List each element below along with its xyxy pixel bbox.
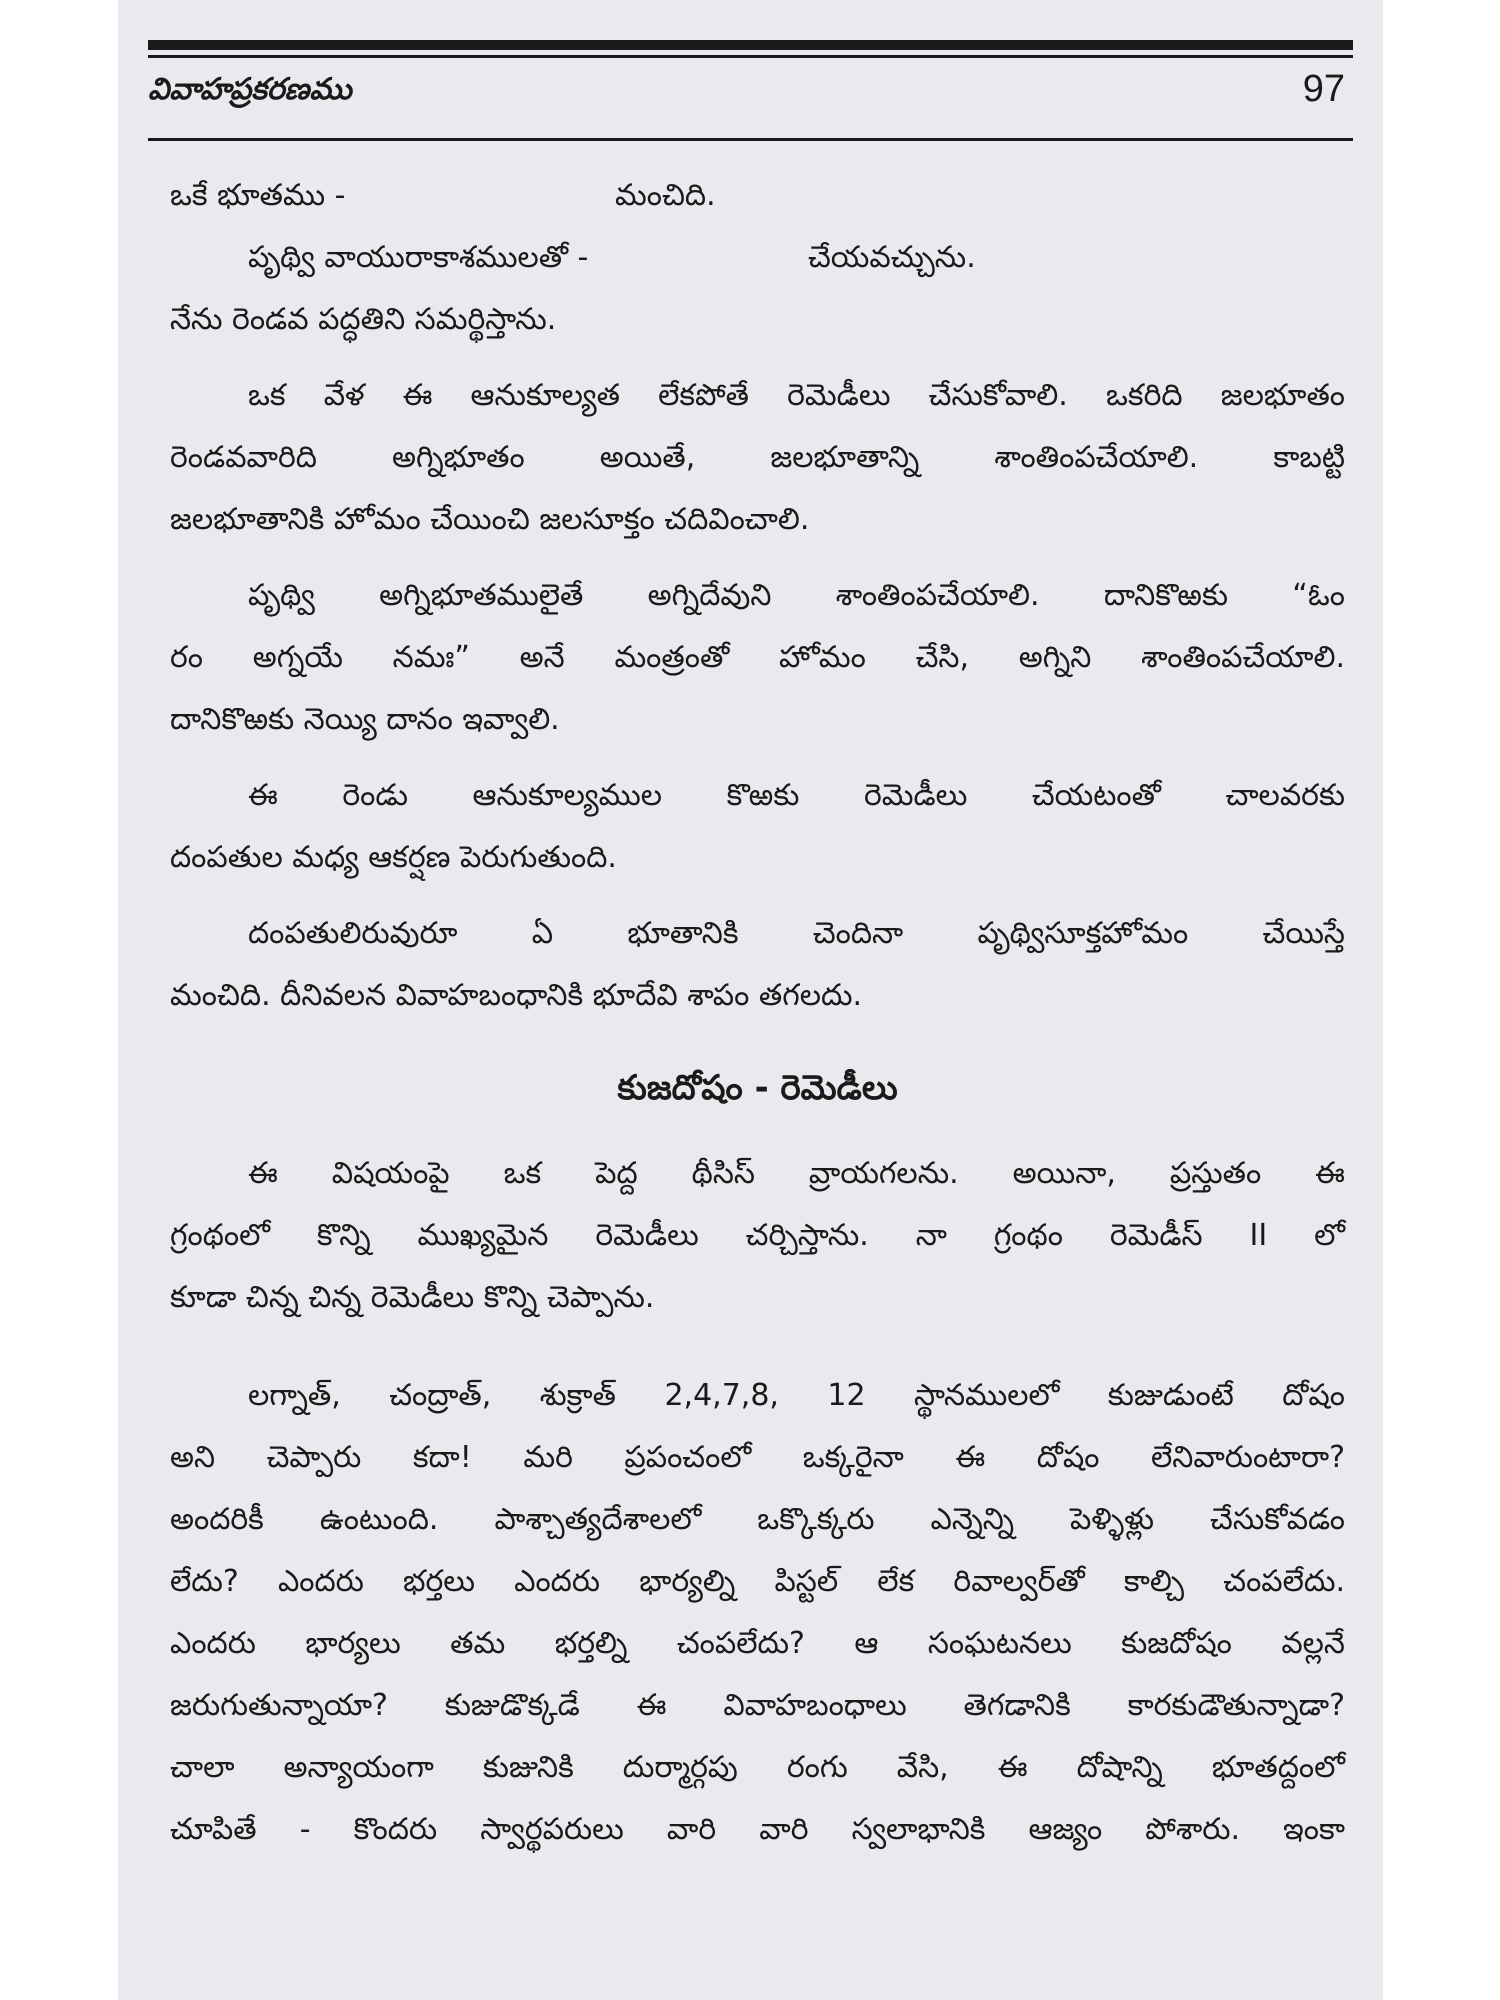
- text-span: మంచిది.: [615, 178, 716, 213]
- paragraph: [170, 903, 1345, 1027]
- text-line: లగ్నాత్, చంద్రాత్, శుక్రాత్ 2,4,7,8, 12 స్థానములలో కుజుడుంటే దోషం: [248, 1378, 1345, 1413]
- header-rule-bottom: [148, 138, 1353, 141]
- text-line: జలభూతానికి హోమం చేయించి జలసూక్తం చదివించాలి.: [170, 502, 810, 537]
- text-line: ఈ విషయంపై ఒక పెద్ద థీసిస్ వ్రాయగలను. అయినా, ప్రస్తుతం ఈ: [248, 1156, 1345, 1191]
- text-line: దంపతులిరువురూ ఏ భూతానికి చెందినా పృథ్విసూక్తహోమం చేయిస్తే: [248, 916, 1345, 951]
- text-line: రెండవవారిది అగ్నిభూతం అయితే, జలభూతాన్ని శాంతింపచేయాలి. కాబట్టి: [170, 440, 1345, 475]
- text-line: మంచిది. దీనివలన వివాహబంధానికి భూదేవి శాపం తగలదు.: [170, 978, 863, 1013]
- text-line: [170, 165, 1345, 227]
- paragraph: [170, 1365, 1345, 1861]
- text-line: [170, 227, 1345, 289]
- text-span: చేయవచ్చును.: [808, 240, 976, 275]
- page-number: 97: [1302, 68, 1345, 110]
- text-line: ఈ రెండు ఆనుకూల్యముల కొఱకు రెమెడీలు చేయటంతో చాలవరకు: [248, 778, 1345, 813]
- running-title: వివాహప్రకరణము: [148, 72, 352, 107]
- header-rule-thick: [148, 40, 1353, 50]
- body-text: [170, 165, 1345, 1875]
- text-line: కూడా చిన్న చిన్న రెమెడీలు కొన్ని చెప్పాను.: [170, 1280, 655, 1315]
- text-line: దానికొఱకు నెయ్యి దానం ఇవ్వాలి.: [170, 702, 560, 737]
- text-line: చాలా అన్యాయంగా కుజునికి దుర్మార్గపు రంగు వేసి, ఈ దోషాన్ని భూతద్దంలో: [170, 1750, 1345, 1785]
- text-line: చూపితే - కొందరు స్వార్థపరులు వారి వారి స్వలాభానికి ఆజ్యం పోశారు. ఇంకా: [170, 1812, 1345, 1847]
- text-line: ఒక వేళ ఈ ఆనుకూల్యత లేకపోతే రెమెడీలు చేసుకోవాలి. ఒకరిది జలభూతం: [248, 378, 1345, 413]
- text-line: జరుగుతున్నాయా? కుజుడొక్కడే ఈ వివాహబంధాలు తెగడానికి కారకుడౌతున్నాడా?: [170, 1688, 1345, 1723]
- paragraph: [170, 365, 1345, 551]
- paragraph: [170, 565, 1345, 751]
- text-line: రం అగ్నయే నమః” అనే మంత్రంతో హోమం చేసి, అగ్నిని శాంతింపచేయాలి.: [170, 640, 1345, 675]
- book-page: [118, 0, 1383, 2000]
- text-line: లేదు? ఎందరు భర్తలు ఎందరు భార్యల్ని పిస్టల్ లేక రివాల్వర్‌తో కాల్చి చంపలేదు.: [170, 1564, 1345, 1599]
- text-line: పృథ్వి అగ్నిభూతములైతే అగ్నిదేవుని శాంతింపచేయాలి. దానికొఱకు “ఓం: [248, 578, 1345, 613]
- header-rule-thin: [148, 55, 1353, 58]
- paragraph: [170, 765, 1345, 889]
- text-span: పృథ్వి వాయురాకాశములతో -: [248, 240, 589, 275]
- text-line: అని చెప్పారు కదా! మరి ప్రపంచంలో ఒక్కరైనా ఈ దోషం లేనివారుంటారా?: [170, 1440, 1345, 1475]
- section-heading: కుజదోషం - రెమెడీలు: [617, 1068, 898, 1108]
- text-line: దంపతుల మధ్య ఆకర్షణ పెరుగుతుంది.: [170, 840, 617, 875]
- text-span: ఒకే భూతము -: [170, 178, 346, 213]
- text-line: నేను రెండవ పద్ధతిని సమర్థిస్తాను.: [170, 302, 557, 337]
- text-line: గ్రంథంలో కొన్ని ముఖ్యమైన రెమెడీలు చర్చిస్తాను. నా గ్రంథం రెమెడీస్ II లో: [170, 1218, 1345, 1253]
- paragraph: [170, 1143, 1345, 1329]
- text-line: అందరికీ ఉంటుంది. పాశ్చాత్యదేశాలలో ఒక్కొక్కరు ఎన్నెన్ని పెళ్ళిళ్లు చేసుకోవడం: [170, 1502, 1345, 1537]
- text-line: ఎందరు భార్యలు తమ భర్తల్ని చంపలేదు? ఆ సంఘటనలు కుజదోషం వల్లనే: [170, 1626, 1345, 1661]
- paragraph-gap: [170, 1343, 1345, 1365]
